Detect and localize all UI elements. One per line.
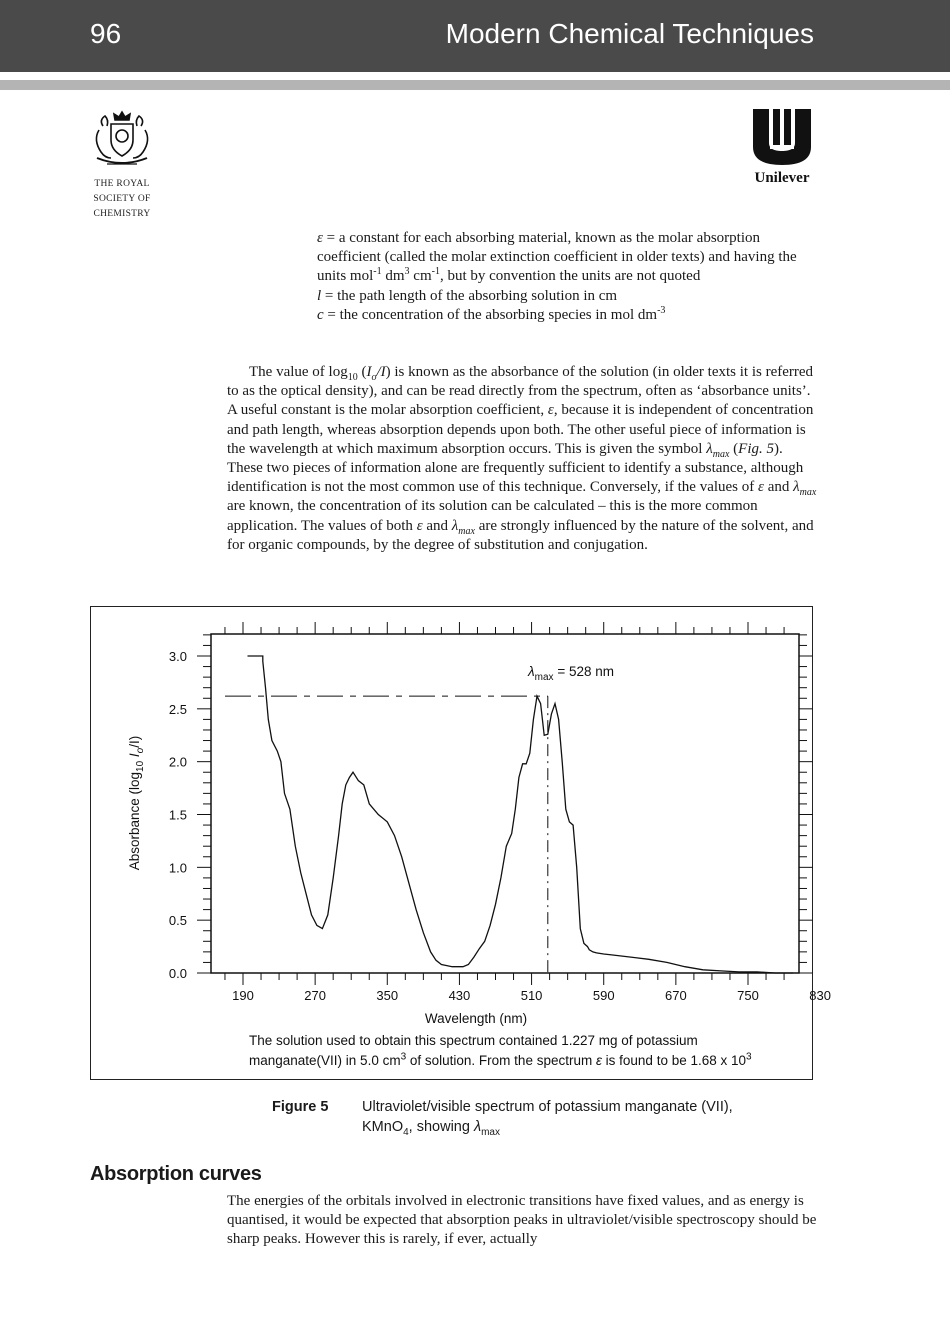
- y-tick-label: 2.0: [168, 754, 187, 770]
- spectrum-chart: [91, 607, 831, 1081]
- running-title: Modern Chemical Techniques: [445, 18, 814, 49]
- x-tick-label: 270: [304, 988, 326, 1003]
- x-tick-label: 830: [809, 988, 831, 1003]
- definition-epsilon: ε = a constant for each absorbing material, known as the molar absorption coefficient (called the molar extinction coefficient in older texts) and having the units mol$^{-1}$ $dm^3$ $cm^{-1}$, but by convention the units are not quoted: [317, 230, 797, 285]
- header-rule: [0, 80, 950, 90]
- y-tick-label: 3.0: [168, 649, 187, 664]
- absorbance-curve: [248, 656, 794, 973]
- definition-concentration: c = the concentration of the absorbing species in mol $dm^{-3}$: [317, 304, 666, 323]
- unilever-name: Unilever: [754, 170, 810, 186]
- y-tick-label: 1.5: [168, 807, 187, 823]
- rsc-logo: [82, 106, 162, 222]
- section-heading: Absorption curves: [90, 1163, 262, 1185]
- y-axis-label: Absorbance ($\log_{10}$ $I_o/I$): [127, 735, 146, 871]
- x-tick-label: 190: [232, 988, 254, 1003]
- y-tick-label: 1.0: [168, 860, 187, 876]
- definition-path-length: l = the path length of the absorbing solution in cm: [317, 287, 618, 304]
- figure-label: Figure 5: [272, 1099, 329, 1115]
- x-axis-label: Wavelength (nm): [424, 1011, 528, 1026]
- x-tick-label: 750: [737, 988, 759, 1003]
- figure-5-box: [90, 606, 831, 1080]
- figure-caption-text: Ultraviolet/visible spectrum of potassium manganate (VII), KMnO$_4$, showing $\lambda_{max}$: [362, 1099, 733, 1138]
- lambda-max-annotation: $\lambda_{max} = 528$ nm: [528, 664, 614, 683]
- rsc-crest-icon: [89, 106, 155, 172]
- plot-frame: [211, 634, 799, 973]
- spectrum-note: The solution used to obtain this spectrum contained 1.227 mg of potassium manganate(VII) in 5.0 $cm^3$ of solution. From the spectrum ε is found to be 1.68 x $10^3$: [249, 1033, 752, 1068]
- x-tick-label: 670: [665, 988, 687, 1003]
- x-tick-label: 510: [520, 988, 543, 1003]
- body-paragraph: The value of $\log_{10} (I_o/I)$ is known as the absorbance of the solution (in older texts it is referred to as the optical density), and can be read directly from the spectrum, often as ‘absorbance units’. A useful constant is the molar absorption coefficient, ε, because it is independent of concentration and path length, whereas absorption depends upon both. The other useful piece of information is the wavelength at which maximum absorption occurs. This is given the symbol $\lambda_{max}$ (Fig. 5). These two pieces of information alone are frequently sufficient to identify a substance, although identification is not the most common use of this technique. Conversely, if the values of ε and $\lambda_{max}$ are known, the concentration of its solution can be calculated – this is the more common application. The values of both ε and $\lambda_{max}$ are strongly influenced by the nature of the solvent, and for organic compounds, by the degree of substitution and conjugation.: [227, 364, 817, 553]
- page-header: [0, 0, 950, 72]
- section-paragraph: The energies of the orbitals involved in electronic transitions have fixed values, and as energy is quantised, it would be expected that absorption peaks in ultraviolet/visible spectroscopy should be sharp peaks. However this is rarely, if ever, actually: [227, 1193, 817, 1248]
- page-number: 96: [90, 18, 122, 49]
- rsc-name: THE ROYAL SOCIETY OF CHEMISTRY: [93, 179, 151, 219]
- variable-definitions: [317, 229, 817, 325]
- y-tick-label: 0.0: [168, 966, 187, 981]
- y-tick-label: 2.5: [168, 701, 187, 717]
- x-tick-label: 430: [448, 988, 471, 1003]
- unilever-u-icon: [749, 107, 815, 167]
- x-tick-label: 590: [592, 988, 615, 1003]
- x-tick-label: 350: [376, 988, 399, 1003]
- unilever-logo: [744, 107, 820, 187]
- y-tick-label: 0.5: [168, 913, 187, 929]
